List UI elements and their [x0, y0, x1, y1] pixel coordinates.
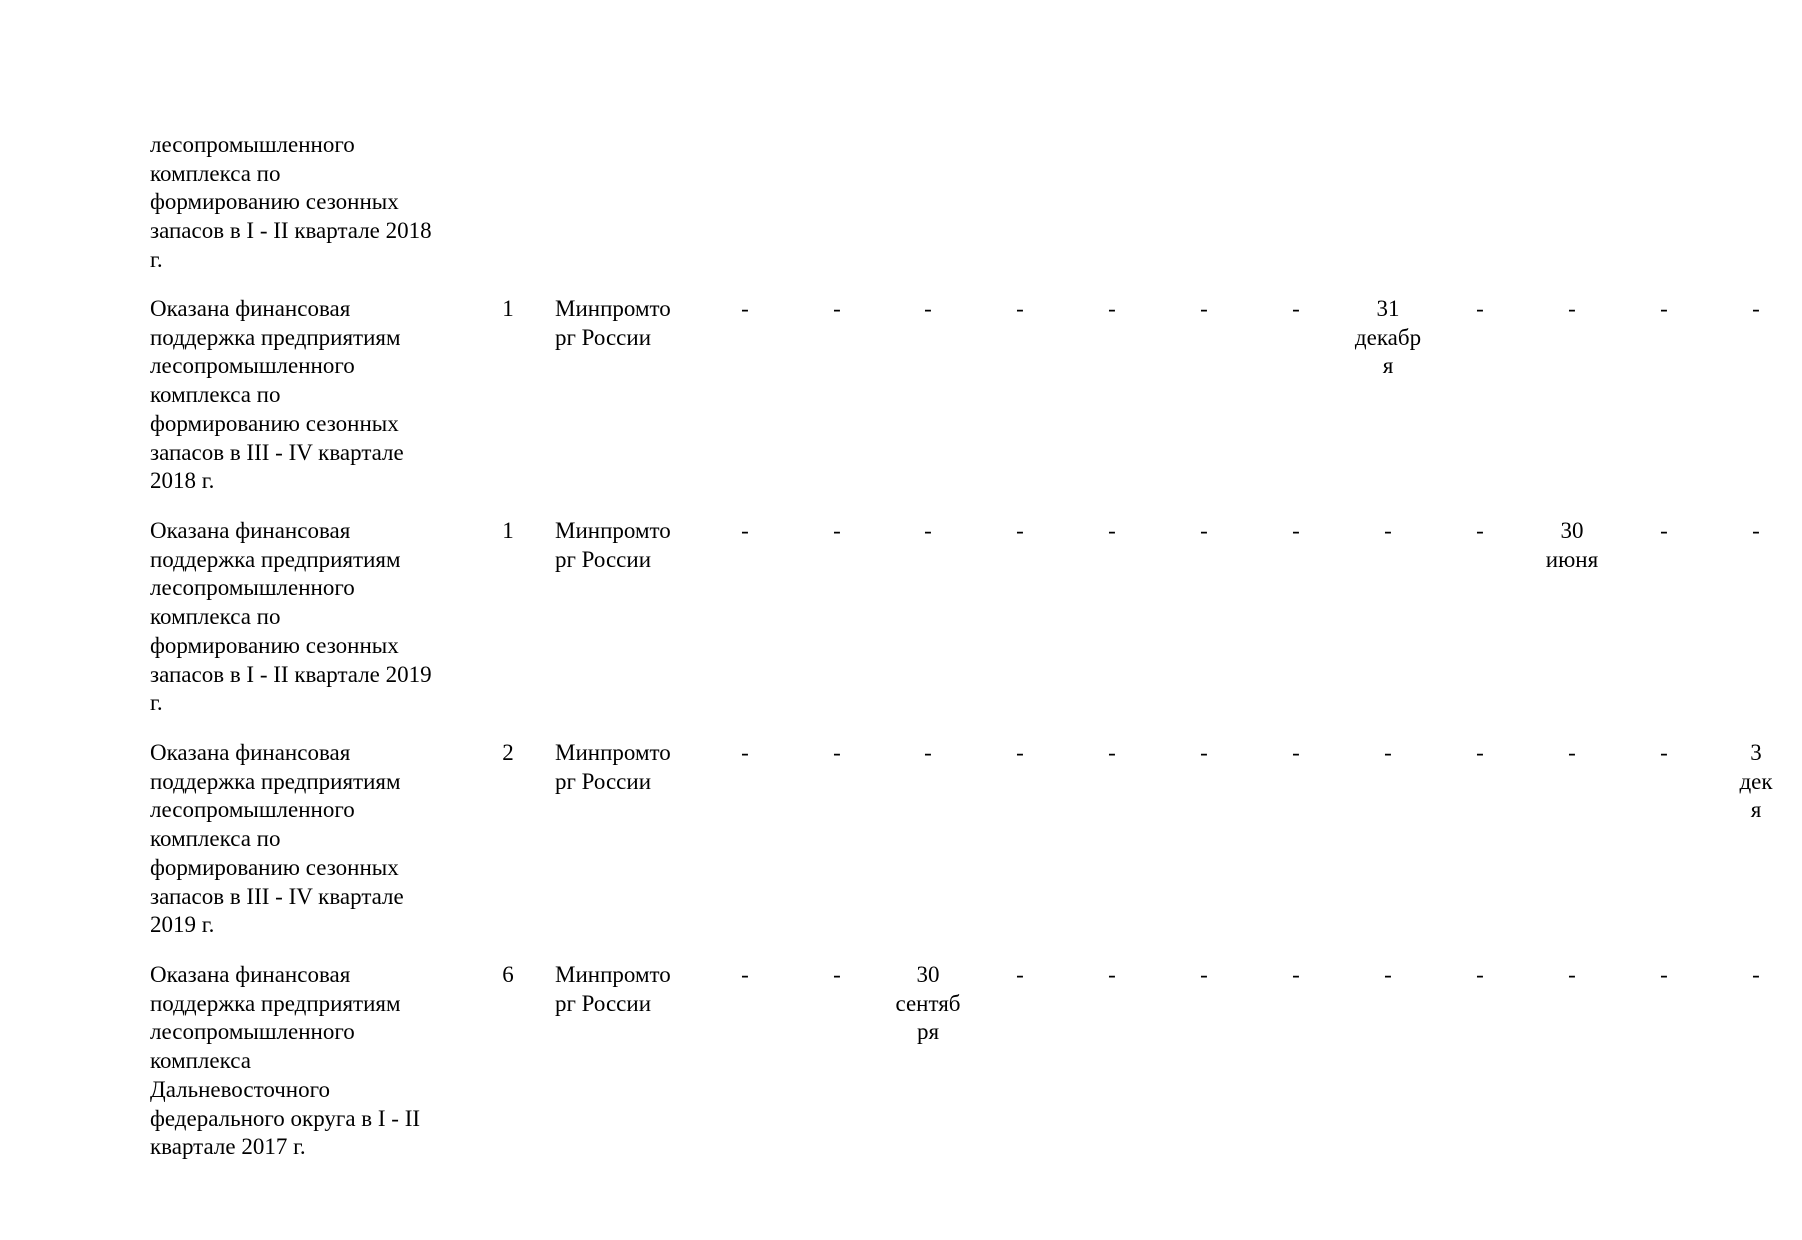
row-number: 1 — [502, 518, 514, 543]
schedule-cell: - — [1476, 296, 1484, 321]
schedule-cell: - — [1752, 962, 1760, 987]
schedule-cell: - — [1016, 296, 1024, 321]
row-description: Оказана финансовая поддержка предприятиям лесопромышленного комплекса по формированию сезонных запасов в I - II квартале 2019 г. — [150, 518, 432, 716]
row-responsible: Минпромто рг России — [555, 518, 671, 572]
schedule-cell: - — [833, 296, 841, 321]
schedule-cell: 3 дек я — [1739, 740, 1773, 823]
schedule-cell: 30 сентяб ря — [895, 962, 961, 1045]
schedule-cell: - — [741, 740, 749, 765]
schedule-cell: - — [1476, 740, 1484, 765]
schedule-cell: - — [1200, 962, 1208, 987]
schedule-cell: - — [1752, 518, 1760, 543]
row-fragment-description: лесопромышленного комплекса по формированию сезонных запасов в I - II квартале 2018 г. — [150, 132, 432, 272]
schedule-cell: - — [1660, 518, 1668, 543]
schedule-cell: - — [1292, 296, 1300, 321]
row-description: Оказана финансовая поддержка предприятиям лесопромышленного комплекса по формированию сезонных запасов в III - IV квартале 2018 г. — [150, 296, 404, 494]
schedule-cell: - — [1660, 962, 1668, 987]
schedule-cell: - — [1200, 740, 1208, 765]
schedule-cell: - — [1752, 296, 1760, 321]
schedule-cell: - — [1292, 740, 1300, 765]
schedule-cell: - — [1016, 962, 1024, 987]
schedule-cell: - — [924, 740, 932, 765]
schedule-cell: - — [1292, 962, 1300, 987]
schedule-cell: - — [1016, 740, 1024, 765]
schedule-cell: - — [1568, 296, 1576, 321]
schedule-cell: - — [1384, 962, 1392, 987]
schedule-cell: - — [924, 518, 932, 543]
schedule-cell: - — [833, 740, 841, 765]
schedule-cell: - — [1108, 518, 1116, 543]
schedule-cell: - — [1384, 740, 1392, 765]
schedule-cell: - — [1016, 518, 1024, 543]
row-description: Оказана финансовая поддержка предприятиям лесопромышленного комплекса по формированию сезонных запасов в III - IV квартале 2019 г. — [150, 740, 404, 938]
schedule-cell: 31 декабр я — [1354, 296, 1422, 379]
schedule-cell: - — [1660, 740, 1668, 765]
schedule-cell: - — [1660, 296, 1668, 321]
schedule-cell: - — [1568, 962, 1576, 987]
schedule-cell: - — [1108, 740, 1116, 765]
schedule-cell: - — [1200, 518, 1208, 543]
schedule-cell: - — [741, 962, 749, 987]
row-number: 6 — [502, 962, 514, 987]
row-responsible: Минпромто рг России — [555, 296, 671, 350]
row-responsible: Минпромто рг России — [555, 962, 671, 1016]
schedule-cell: - — [1476, 518, 1484, 543]
schedule-cell: - — [1568, 740, 1576, 765]
row-responsible: Минпромто рг России — [555, 740, 671, 794]
schedule-cell: 30 июня — [1545, 518, 1599, 572]
row-description: Оказана финансовая поддержка предприятиям лесопромышленного комплекса Дальневосточного федерального округа в I - II квартале 2017 г. — [150, 962, 421, 1160]
schedule-cell: - — [1108, 962, 1116, 987]
schedule-cell: - — [1476, 962, 1484, 987]
row-number: 1 — [502, 296, 514, 321]
schedule-cell: - — [924, 296, 932, 321]
schedule-cell: - — [741, 518, 749, 543]
schedule-cell: - — [1200, 296, 1208, 321]
schedule-cell: - — [1108, 296, 1116, 321]
schedule-cell: - — [1292, 518, 1300, 543]
row-number: 2 — [502, 740, 514, 765]
schedule-cell: - — [833, 962, 841, 987]
schedule-cell: - — [741, 296, 749, 321]
schedule-cell: - — [833, 518, 841, 543]
schedule-cell: - — [1384, 518, 1392, 543]
